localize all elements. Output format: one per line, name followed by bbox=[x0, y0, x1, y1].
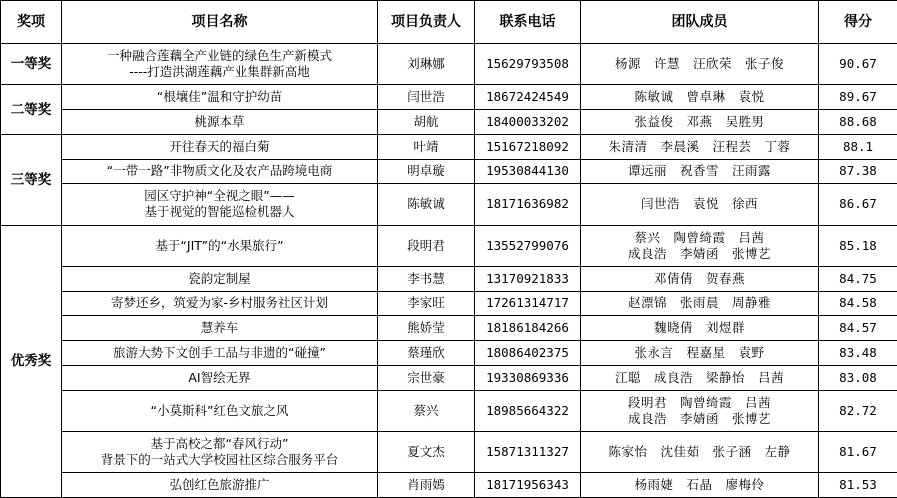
team-members-cell bbox=[581, 341, 819, 366]
phone-cell: 18171636982 bbox=[475, 184, 581, 225]
project-name-cell bbox=[62, 134, 378, 159]
team-members-line: 闫世浩 袁悦 徐西 bbox=[640, 196, 758, 212]
score-cell: 86.67 bbox=[819, 184, 897, 225]
phone-cell: 19530844130 bbox=[475, 159, 581, 184]
leader-cell: 陈敏诚 bbox=[378, 184, 475, 225]
team-members-cell bbox=[581, 184, 819, 225]
project-name-cell bbox=[62, 110, 378, 135]
project-name-line: 慧养车 bbox=[200, 320, 239, 336]
leader-cell: 叶靖 bbox=[378, 134, 475, 159]
project-name-cell bbox=[62, 341, 378, 366]
award-level-cell: 二等奖 bbox=[1, 85, 62, 135]
project-name-line: 基于“JIT”的“水果旅行” bbox=[155, 237, 284, 253]
score-cell: 82.72 bbox=[819, 390, 897, 431]
team-members-line: 成良浩 李婧函 张博艺 bbox=[627, 245, 771, 261]
team-members-cell bbox=[581, 159, 819, 184]
project-name-line: 基于高校之都“春风行动” bbox=[150, 435, 289, 451]
leader-cell: 刘琳娜 bbox=[378, 44, 475, 85]
team-members-cell bbox=[581, 225, 819, 266]
team-members-line: 张永言 程嘉星 袁野 bbox=[634, 344, 765, 360]
leader-cell: 明卓璇 bbox=[378, 159, 475, 184]
score-cell: 88.1 bbox=[819, 134, 897, 159]
project-name-cell bbox=[62, 225, 378, 266]
team-members-line: 蔡兴 陶曾绮霞 吕茜 bbox=[634, 229, 765, 245]
table-body bbox=[1, 44, 897, 498]
team-members-line: 陈家怡 沈佳茹 张子涵 左静 bbox=[608, 443, 791, 459]
score-cell: 84.75 bbox=[819, 266, 897, 291]
team-members-line: 朱清清 李晨溪 汪程芸 丁蓉 bbox=[608, 138, 791, 154]
header-phone: 联系电话 bbox=[475, 1, 581, 44]
score-cell: 84.57 bbox=[819, 316, 897, 341]
score-cell: 87.38 bbox=[819, 159, 897, 184]
leader-cell: 熊娇莹 bbox=[378, 316, 475, 341]
table-row bbox=[1, 225, 897, 266]
project-name-line: AI智绘无界 bbox=[188, 369, 251, 385]
leader-cell: 胡航 bbox=[378, 110, 475, 135]
team-members-cell bbox=[581, 316, 819, 341]
award-level-cell: 优秀奖 bbox=[1, 225, 62, 497]
leader-cell: 李家旺 bbox=[378, 291, 475, 316]
project-name-cell bbox=[62, 473, 378, 498]
leader-cell: 蔡瑾欣 bbox=[378, 341, 475, 366]
project-name-line: “根壤佳”温和守护幼苗 bbox=[156, 89, 283, 105]
project-name-line: 开往春天的福白菊 bbox=[169, 138, 270, 154]
phone-cell: 15871311327 bbox=[475, 431, 581, 472]
leader-cell: 段明君 bbox=[378, 225, 475, 266]
team-members-cell bbox=[581, 266, 819, 291]
team-members-cell bbox=[581, 134, 819, 159]
table-row bbox=[1, 431, 897, 472]
team-members-line: 杨雨婕 石晶 廖梅伶 bbox=[634, 477, 765, 493]
team-members-line: 段明君 陶曾绮霞 吕茜 bbox=[627, 394, 771, 410]
phone-cell: 18186184266 bbox=[475, 316, 581, 341]
table-row bbox=[1, 316, 897, 341]
table-row bbox=[1, 473, 897, 498]
team-members-cell bbox=[581, 365, 819, 390]
leader-cell: 宗世豪 bbox=[378, 365, 475, 390]
table-row bbox=[1, 341, 897, 366]
score-cell: 81.67 bbox=[819, 431, 897, 472]
leader-cell: 肖雨嫣 bbox=[378, 473, 475, 498]
project-name-cell bbox=[62, 184, 378, 225]
phone-cell: 18086402375 bbox=[475, 341, 581, 366]
project-name-line: 园区守护神“全视之眼”—— bbox=[144, 188, 295, 204]
project-name-cell bbox=[62, 365, 378, 390]
project-name-cell bbox=[62, 44, 378, 85]
phone-cell: 13552799076 bbox=[475, 225, 581, 266]
score-cell: 89.67 bbox=[819, 85, 897, 110]
table-row bbox=[1, 134, 897, 159]
project-name-line: 旅游大势下文创手工品与非遗的“碰撞” bbox=[113, 344, 326, 360]
project-name-line: “一带一路”非物质文化及农产品跨境电商 bbox=[106, 163, 333, 179]
header-project-name: 项目名称 bbox=[62, 1, 378, 44]
team-members-line: 杨源 许慧 汪欣荣 张子俊 bbox=[614, 56, 784, 72]
table-row bbox=[1, 266, 897, 291]
header-score: 得分 bbox=[819, 1, 897, 44]
team-members-line: 邓倩倩 贺春燕 bbox=[653, 270, 745, 286]
team-members-line: 陈敏诚 曾卓琳 袁悦 bbox=[634, 89, 765, 105]
project-name-line: 一种融合莲藕全产业链的绿色生产新模式 bbox=[106, 48, 332, 64]
leader-cell: 夏文杰 bbox=[378, 431, 475, 472]
phone-cell: 18400033202 bbox=[475, 110, 581, 135]
score-cell: 90.67 bbox=[819, 44, 897, 85]
phone-cell: 15629793508 bbox=[475, 44, 581, 85]
score-cell: 83.48 bbox=[819, 341, 897, 366]
award-level-cell: 三等奖 bbox=[1, 134, 62, 225]
team-members-cell bbox=[581, 431, 819, 472]
score-cell: 81.53 bbox=[819, 473, 897, 498]
table-row bbox=[1, 44, 897, 85]
phone-cell: 15167218092 bbox=[475, 134, 581, 159]
leader-cell: 蔡兴 bbox=[378, 390, 475, 431]
phone-cell: 19330869336 bbox=[475, 365, 581, 390]
project-name-line: 背景下的一站式大学校园社区综合服务平台 bbox=[100, 451, 339, 467]
table-row bbox=[1, 291, 897, 316]
phone-cell: 18985664322 bbox=[475, 390, 581, 431]
header-award: 奖项 bbox=[1, 1, 62, 44]
team-members-cell bbox=[581, 473, 819, 498]
project-name-cell bbox=[62, 431, 378, 472]
table-row bbox=[1, 159, 897, 184]
header-row bbox=[1, 1, 897, 44]
leader-cell: 闫世浩 bbox=[378, 85, 475, 110]
leader-cell: 李书慧 bbox=[378, 266, 475, 291]
score-cell: 88.68 bbox=[819, 110, 897, 135]
project-name-line: 弘创红色旅游推广 bbox=[169, 477, 270, 493]
project-name-cell bbox=[62, 316, 378, 341]
table-row bbox=[1, 365, 897, 390]
score-cell: 83.08 bbox=[819, 365, 897, 390]
project-name-line: 寄梦还乡，筑爱为家-乡村服务社区计划 bbox=[110, 295, 328, 311]
header-leader: 项目负责人 bbox=[378, 1, 475, 44]
award-level-cell: 一等奖 bbox=[1, 44, 62, 85]
team-members-cell bbox=[581, 291, 819, 316]
team-members-line: 赵漂锦 张雨晨 周静雅 bbox=[627, 295, 771, 311]
project-name-cell bbox=[62, 85, 378, 110]
project-name-line: 瓷韵定制屋 bbox=[188, 270, 251, 286]
project-name-line: 基于视觉的智能巡检机器人 bbox=[144, 204, 295, 220]
project-name-line: “小莫斯科”红色文旅之风 bbox=[150, 402, 289, 418]
team-members-line: 谭远丽 祝香雪 汪雨露 bbox=[627, 163, 771, 179]
table-row bbox=[1, 85, 897, 110]
team-members-line: 成良浩 李婧函 张博艺 bbox=[627, 410, 771, 426]
team-members-line: 江聪 成良浩 梁静怡 吕茜 bbox=[614, 369, 784, 385]
phone-cell: 17261314717 bbox=[475, 291, 581, 316]
project-name-cell bbox=[62, 159, 378, 184]
phone-cell: 18672424549 bbox=[475, 85, 581, 110]
table-row bbox=[1, 110, 897, 135]
phone-cell: 13170921833 bbox=[475, 266, 581, 291]
team-members-cell bbox=[581, 44, 819, 85]
phone-cell: 18171956343 bbox=[475, 473, 581, 498]
team-members-line: 张益俊 邓燕 吴胜男 bbox=[634, 113, 765, 129]
team-members-cell bbox=[581, 390, 819, 431]
project-name-cell bbox=[62, 266, 378, 291]
project-name-cell bbox=[62, 291, 378, 316]
project-name-line: 桃源本草 bbox=[194, 113, 245, 129]
project-name-line: ----打造洪湖莲藕产业集群新高地 bbox=[129, 64, 310, 80]
table-row bbox=[1, 390, 897, 431]
score-cell: 85.18 bbox=[819, 225, 897, 266]
project-name-cell bbox=[62, 390, 378, 431]
team-members-cell bbox=[581, 85, 819, 110]
team-members-cell bbox=[581, 110, 819, 135]
team-members-line: 魏晓倩 刘煜群 bbox=[653, 320, 745, 336]
table-row bbox=[1, 184, 897, 225]
score-cell: 84.58 bbox=[819, 291, 897, 316]
header-members: 团队成员 bbox=[581, 1, 819, 44]
